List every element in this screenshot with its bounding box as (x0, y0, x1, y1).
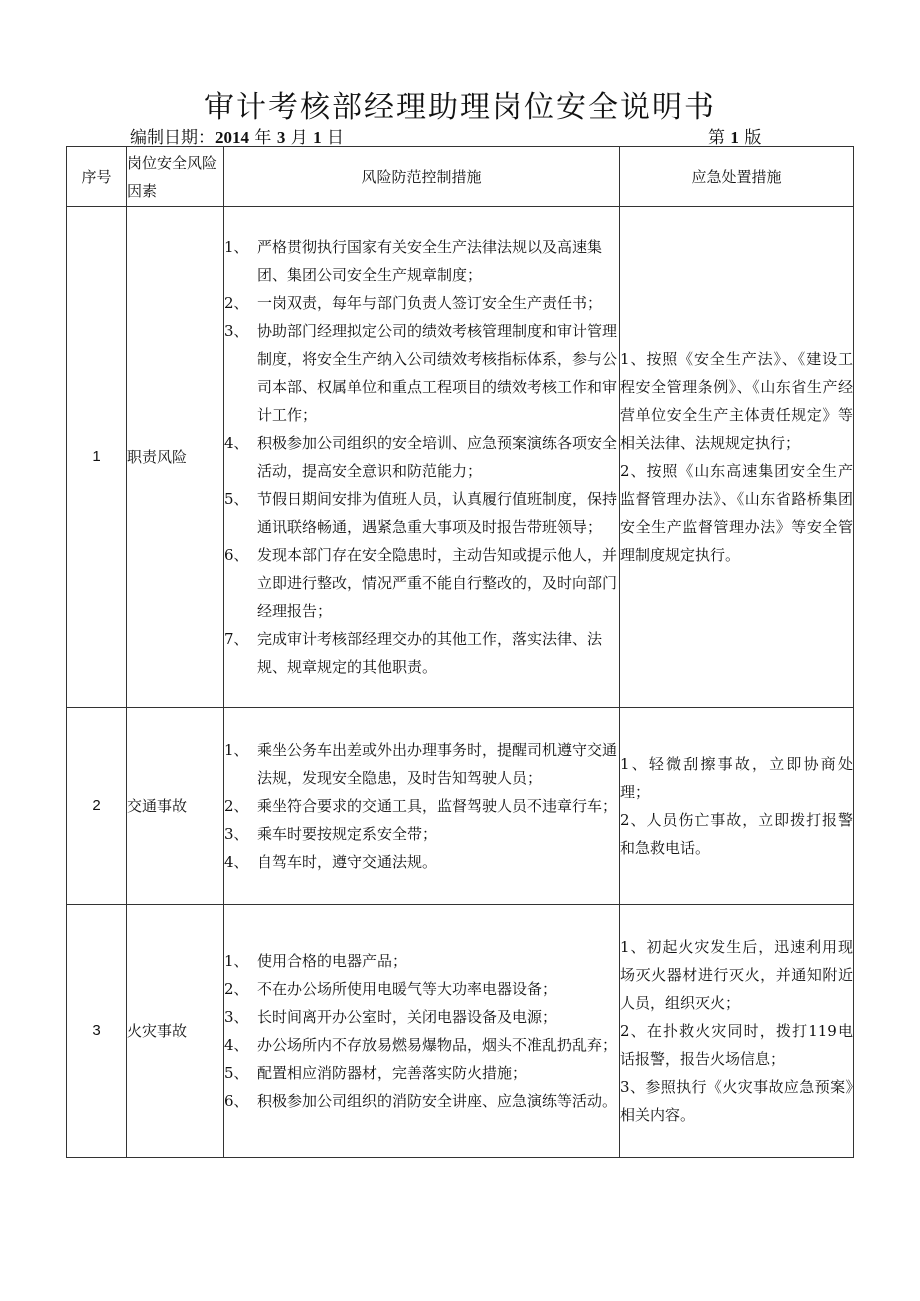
measure-number: 1、 (224, 238, 249, 256)
version-label (708, 123, 761, 148)
measure-item (224, 848, 619, 876)
measure-number: 6、 (224, 1092, 249, 1110)
header-no: 序号 (67, 147, 127, 207)
measure-text: 发现本部门存在安全隐患时，主动告知或提示他人，并立即进行整改，情况严重不能自行整改的，及时向部门经理报告； (257, 546, 618, 620)
header-emergency-measures: 应急处置措施 (620, 147, 854, 207)
emergency-measures (620, 905, 854, 1158)
date-year-unit: 年 (254, 128, 272, 148)
measure-number: 2、 (224, 294, 249, 312)
emergency-measures (620, 708, 854, 905)
measure-item (224, 975, 619, 1003)
measure-item (224, 1031, 619, 1059)
date-day-unit: 日 (327, 128, 345, 148)
measure-item (224, 1059, 619, 1087)
table-row (67, 207, 854, 708)
table-header-row (67, 147, 854, 207)
measure-text: 积极参加公司组织的安全培训、应急预案演练各项安全活动，提高安全意识和防范能力； (257, 434, 618, 480)
measure-text: 不在办公场所使用电暖气等大功率电器设备； (257, 980, 558, 998)
prevention-measures (224, 207, 620, 708)
page-title: 审计考核部经理助理岗位安全说明书 (204, 90, 716, 125)
measure-item (224, 947, 619, 975)
risk-factor: 火灾事故 (127, 905, 224, 1158)
version-suffix: 版 (744, 128, 762, 148)
measure-text: 长时间离开办公室时，关闭电器设备及电源； (257, 1008, 558, 1026)
emergency-item: 1、按照《安全生产法》、《建设工程安全管理条例》、《山东省生产经营单位安全生产主体责任规定》等相关法律、法规规定执行； (620, 350, 853, 452)
row-number: 2 (67, 708, 127, 905)
measure-number: 1、 (224, 741, 249, 759)
measure-number: 5、 (224, 490, 249, 508)
measure-text: 乘坐公务车出差或外出办理事务时，提醒司机遵守交通法规，发现安全隐患，及时告知驾驶人员； (257, 741, 618, 787)
date-year: 2014 (215, 128, 249, 147)
prevention-measures (224, 905, 620, 1158)
measure-number: 7、 (224, 630, 249, 648)
measure-number: 1、 (224, 952, 249, 970)
measure-item (224, 820, 619, 848)
measure-text: 乘坐符合要求的交通工具，监督驾驶人员不违章行车； (257, 797, 618, 815)
date-month: 3 (276, 128, 286, 147)
measure-item (224, 736, 619, 792)
emergency-item: 2、按照《山东高速集团安全生产监督管理办法》、《山东省路桥集团安全生产监督管理办法》等安全管理制度规定执行。 (620, 462, 853, 564)
measure-item (224, 289, 619, 317)
measure-item (224, 625, 619, 681)
emergency-item: 1、初起火灾发生后，迅速利用现场灭火器材进行灭火，并通知附近人员，组织灭火； (620, 938, 853, 1012)
measure-text: 积极参加公司组织的消防安全讲座、应急演练等活动。 (257, 1092, 618, 1110)
emergency-item: 2、在扑救火灾同时，拨打119电话报警，报告火场信息； (620, 1022, 853, 1068)
compile-date (130, 123, 344, 148)
measure-number: 3、 (224, 322, 249, 340)
measure-item (224, 485, 619, 541)
prevention-measures (224, 708, 620, 905)
measure-item (224, 233, 619, 289)
measure-number: 5、 (224, 1064, 249, 1082)
measure-text: 协助部门经理拟定公司的绩效考核管理制度和审计管理制度，将安全生产纳入公司绩效考核指标体系，参与公司本部、权属单位和重点工程项目的绩效考核工作和审计工作； (257, 322, 618, 424)
measure-number: 4、 (224, 853, 249, 871)
version-prefix: 第 (708, 128, 725, 148)
measure-number: 2、 (224, 797, 249, 815)
measure-text: 节假日期间安排为值班人员，认真履行值班制度，保持通讯联络畅通，遇紧急重大事项及时报告带班领导； (257, 490, 618, 536)
emergency-item: 3、参照执行《火灾事故应急预案》相关内容。 (620, 1078, 853, 1124)
measure-text: 乘车时要按规定系安全带； (257, 825, 438, 843)
measure-text: 自驾车时，遵守交通法规。 (257, 853, 438, 871)
risk-factor: 职责风险 (127, 207, 224, 708)
safety-table (66, 146, 854, 1158)
measure-number: 3、 (224, 825, 249, 843)
measure-item (224, 317, 619, 429)
emergency-item: 2、人员伤亡事故，立即拨打报警和急救电话。 (620, 811, 853, 857)
measure-number: 4、 (224, 434, 249, 452)
date-label: 编制日期： (130, 128, 215, 148)
measure-item (224, 792, 619, 820)
measure-number: 2、 (224, 980, 249, 998)
row-number: 1 (67, 207, 127, 708)
header-prevention-measures: 风险防范控制措施 (224, 147, 620, 207)
measure-number: 6、 (224, 546, 249, 564)
measure-number: 3、 (224, 1008, 249, 1026)
header-risk-factor: 岗位安全风险因素 (127, 147, 224, 207)
emergency-item: 1、轻微刮擦事故，立即协商处理； (620, 755, 853, 801)
measure-item (224, 541, 619, 625)
date-month-unit: 月 (290, 128, 308, 148)
measure-number: 4、 (224, 1036, 249, 1054)
measure-item (224, 1087, 619, 1115)
measure-text: 完成审计考核部经理交办的其他工作，落实法律、法规、规章规定的其他职责。 (257, 630, 603, 676)
measure-text: 一岗双责，每年与部门负责人签订安全生产责任书； (257, 294, 603, 312)
row-number: 3 (67, 905, 127, 1158)
table-row (67, 905, 854, 1158)
measure-item (224, 429, 619, 485)
measure-item (224, 1003, 619, 1031)
version-number: 1 (730, 128, 739, 147)
date-day: 1 (313, 128, 322, 147)
measure-text: 配置相应消防器材，完善落实防火措施； (257, 1064, 528, 1082)
measure-text: 严格贯彻执行国家有关安全生产法律法规以及高速集团、集团公司安全生产规章制度； (257, 238, 603, 284)
table-row (67, 708, 854, 905)
measure-text: 办公场所内不存放易燃易爆物品，烟头不准乱扔乱弃； (257, 1036, 618, 1054)
emergency-measures (620, 207, 854, 708)
measure-text: 使用合格的电器产品； (257, 952, 408, 970)
risk-factor: 交通事故 (127, 708, 224, 905)
